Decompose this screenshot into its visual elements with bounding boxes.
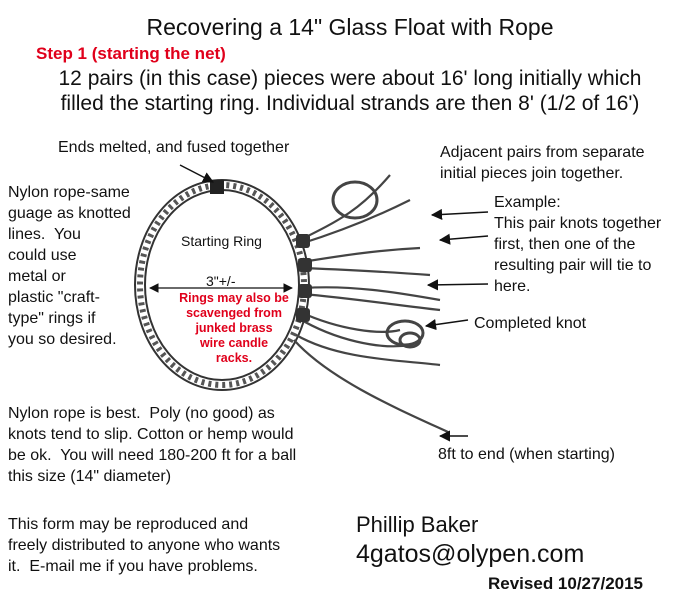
intro-line-2: filled the starting ring. Individual strands are then 8' (1/2 of 16'): [60, 92, 640, 115]
intro-text: [0, 66, 700, 116]
eight-ft-label: 8ft to end (when starting): [438, 446, 615, 463]
nylon-best-note: Nylon rope is best. Poly (no good) as knots tend to slip. Cotton or hemp would be ok. You will need 180-200 ft for a ball this size (14" diameter): [8, 405, 297, 485]
revised-date: Revised 10/27/2015: [488, 574, 644, 593]
intro-line-1: 12 pairs (in this case) pieces were about 16' long initially which: [58, 67, 642, 90]
author-email[interactable]: 4gatos@olypen.com: [356, 540, 585, 568]
starting-ring-label: Starting Ring: [181, 233, 262, 249]
author-name: Phillip Baker: [356, 512, 479, 537]
rings-scavenged-note: Rings may also be scavenged from junked brass wire candle racks.: [179, 291, 289, 365]
completed-knot-label: Completed knot: [474, 315, 587, 332]
ring-size-label: 3"+/-: [206, 273, 236, 289]
form-note: This form may be reproduced and freely distributed to anyone who wants it. E-mail me if you have problems.: [8, 516, 281, 575]
step-heading: Step 1 (starting the net): [36, 44, 226, 63]
example-note: Example: This pair knots together first, then one of the resulting pair will tie to here.: [494, 194, 662, 295]
nylon-ring-note: Nylon rope-same guage as knotted lines. You could use metal or plastic "craft- type" rings if you so desired.: [8, 184, 131, 348]
page-title: Recovering a 14" Glass Float with Rope: [146, 14, 554, 40]
ends-melted-label: Ends melted, and fused together: [58, 139, 290, 156]
rope-strands: [294, 175, 448, 432]
adjacent-pairs-note: Adjacent pairs from separate initial pieces join together.: [440, 144, 645, 182]
